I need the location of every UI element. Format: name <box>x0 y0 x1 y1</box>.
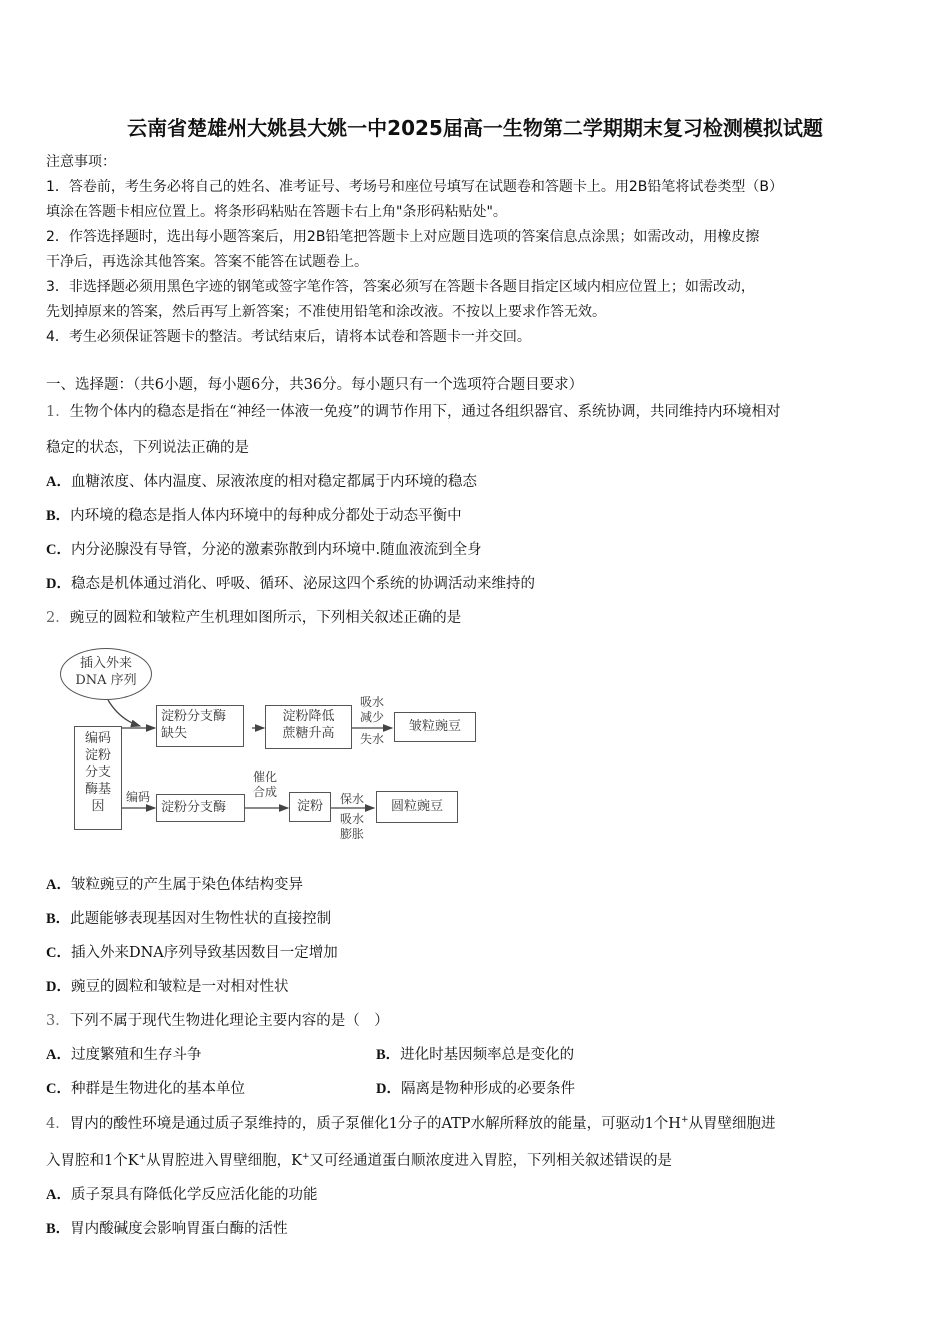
question-3-option-a: A．过度繁殖和生存斗争 <box>46 1047 202 1063</box>
diagram-box-enzyme-missing: 淀粉分支酶 缺失 <box>156 705 244 747</box>
diagram-label-lose-water: 失水 <box>360 732 385 746</box>
question-3-option-b: B．进化时基因频率总是变化的 <box>376 1047 575 1063</box>
question-1-option-b: B．内环境的稳态是指人体内环境中的每种成分都处于动态平衡中 <box>46 508 462 524</box>
question-3-option-c: C．种群是生物进化的基本单位 <box>46 1081 245 1097</box>
pea-mechanism-diagram <box>60 648 480 846</box>
notice-line: 3．非选择题必须用黑色字迹的钢笔或签字笔作答，答案必须写在答题卡各题目指定区域内相应位置上；如需改动， <box>46 279 755 295</box>
notice-line: 2．作答选择题时，选出每小题答案后，用2B铅笔把答题卡上对应题目选项的答案信息点涂黑；如需改动，用橡皮擦 <box>46 229 760 245</box>
diagram-oval-insert-dna: 插入外来 DNA 序列 <box>60 648 152 700</box>
question-3-stem: 3．下列不属于现代生物进化理论主要内容的是（ ） <box>46 1013 389 1029</box>
diagram-label-absorb-swell: 吸水 膨胀 <box>340 812 365 841</box>
notice-line: 1．答卷前，考生务必将自己的姓名、准考证号、考场号和座位号填写在试题卷和答题卡上。用2B铅笔将试卷类型（B） <box>46 179 784 195</box>
question-2-option-b: B．此题能够表现基因对生物性状的直接控制 <box>46 911 332 927</box>
diagram-box-branching-enzyme: 淀粉分支酶 <box>156 794 245 822</box>
diagram-box-starch: 淀粉 <box>289 792 331 822</box>
diagram-result-round-pea: 圆粒豌豆 <box>376 791 458 823</box>
question-4-stem: 4．胃内的酸性环境是通过质子泵维持的，质子泵催化1分子的ATP水解所释放的能量，可驱动1个H+从胃壁细胞进 <box>46 1115 776 1132</box>
question-2-option-a: A．皱粒豌豆的产生属于染色体结构变异 <box>46 877 303 893</box>
question-1-option-a: A．血糖浓度、体内温度、尿液浓度的相对稳定都属于内环境的稳态 <box>46 474 477 490</box>
page-title: 云南省楚雄州大姚县大姚一中2025届高一生物第二学期期末复习检测模拟试题 <box>127 116 823 140</box>
notice-heading: 注意事项： <box>46 154 116 170</box>
question-1-option-c: C．内分泌腺没有导管，分泌的激素弥散到内环境中.随血液流到全身 <box>46 542 482 558</box>
diagram-gene-box: 编码 淀粉 分支 酶基 因 <box>74 726 122 830</box>
diagram-box-starch-sucrose: 淀粉降低 蔗糖升高 <box>265 705 352 749</box>
diagram-result-wrinkled-pea: 皱粒豌豆 <box>394 712 476 742</box>
question-number: 2． <box>46 610 70 626</box>
question-2-option-c: C．插入外来DNA序列导致基因数目一定增加 <box>46 945 338 961</box>
diagram-label-retain-water: 保水 <box>340 792 365 806</box>
question-number: 1． <box>46 404 70 420</box>
notice-line: 填涂在答题卡相应位置上。将条形码粘贴在答题卡右上角"条形码粘贴处"。 <box>46 204 507 220</box>
question-2-option-d: D．豌豆的圆粒和皱粒是一对相对性状 <box>46 979 289 995</box>
question-number: 3． <box>46 1013 70 1029</box>
section-heading: 一、选择题：（共6小题，每小题6分，共36分。每小题只有一个选项符合题目要求） <box>46 377 584 393</box>
question-3-option-d: D．隔离是物种形成的必要条件 <box>376 1081 575 1097</box>
question-4-option-b: B．胃内酸碱度会影响胃蛋白酶的活性 <box>46 1221 288 1237</box>
notice-line: 先划掉原来的答案，然后再写上新答案；不准使用铅笔和涂改液。不按以上要求作答无效。 <box>46 304 606 320</box>
question-2-stem: 2．豌豆的圆粒和皱粒产生机理如图所示，下列相关叙述正确的是 <box>46 610 462 626</box>
question-1-stem: 1．生物个体内的稳态是指在“神经一体液一免疫”的调节作用下，通过各组织器官、系统协调，共同维持内环境相对 <box>46 404 781 420</box>
question-1-stem-cont: 稳定的状态，下列说法正确的是 <box>46 440 249 456</box>
question-1-option-d: D．稳态是机体通过消化、呼吸、循环、泌尿这四个系统的协调活动来维持的 <box>46 576 535 592</box>
question-4-option-a: A．质子泵具有降低化学反应活化能的功能 <box>46 1187 318 1203</box>
diagram-label-less-water: 吸水 减少 <box>360 695 385 724</box>
diagram-label-encode: 编码 <box>126 790 151 804</box>
notice-line: 4．考生必须保证答题卡的整洁。考试结束后，请将本试卷和答题卡一并交回。 <box>46 329 531 345</box>
notice-line: 干净后，再选涂其他答案。答案不能答在试题卷上。 <box>46 254 368 270</box>
question-4-stem-cont: 入胃腔和1个K+从胃腔进入胃壁细胞，K+又可经通道蛋白顺浓度进入胃腔，下列相关叙述错误的是 <box>46 1152 672 1169</box>
diagram-label-catalyze: 催化 合成 <box>253 770 278 799</box>
question-number: 4． <box>46 1116 70 1132</box>
